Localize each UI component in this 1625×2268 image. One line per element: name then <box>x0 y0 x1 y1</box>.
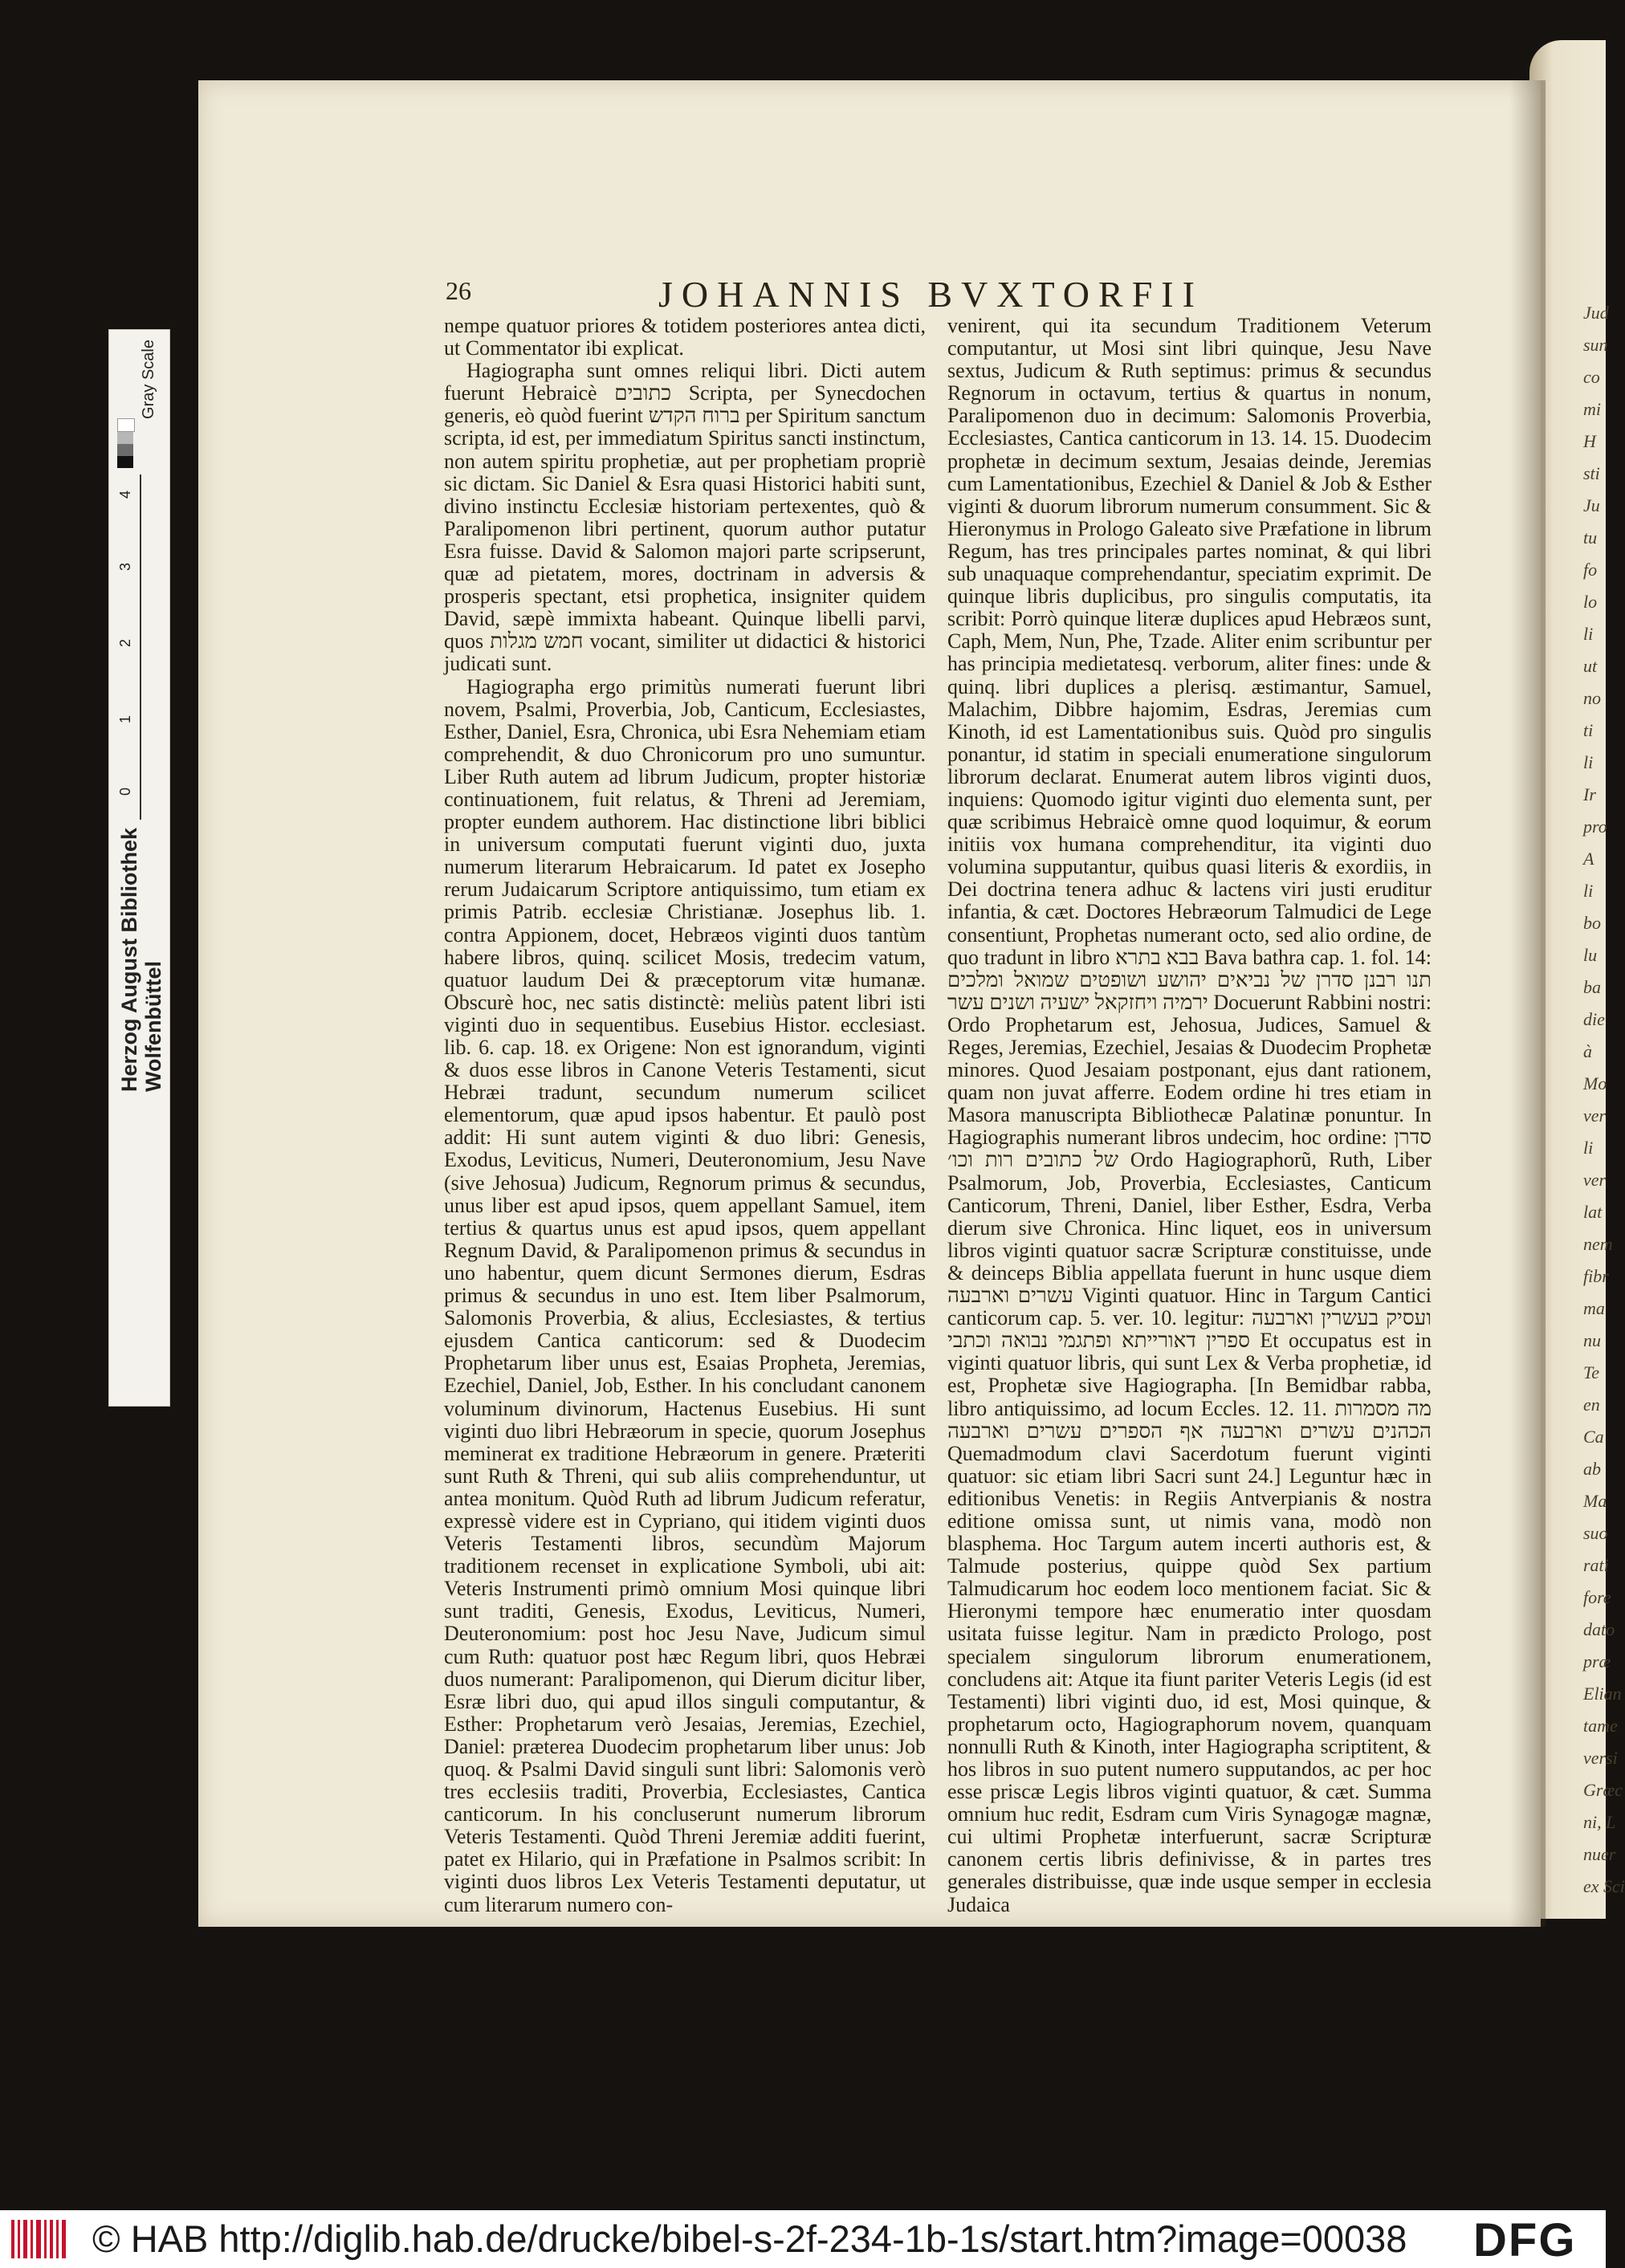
facing-page-fragment: li <box>1583 752 1594 772</box>
facing-page-fragment: Mo <box>1583 1073 1607 1093</box>
cm-ruler <box>140 474 156 820</box>
facing-page-fragment: die <box>1583 1009 1605 1029</box>
facing-page-fragment: ver <box>1583 1170 1607 1190</box>
paragraph: nempe quatuor priores & totidem posteriores antea dicti, ut Commentator ibi explicat. <box>444 314 926 360</box>
facing-page-fragment: nem <box>1583 1234 1613 1254</box>
facing-page-fragment: pro <box>1583 816 1607 837</box>
swatch-dark-gray <box>117 444 133 456</box>
facing-page-fragment: Ir <box>1583 784 1596 804</box>
facing-page-fragment: nu <box>1583 1330 1601 1350</box>
facing-page-fragment: Ju <box>1583 495 1600 515</box>
facing-page-fragment: Ma <box>1583 1491 1607 1511</box>
library-name <box>117 828 165 1092</box>
facing-page-fragment: en <box>1583 1395 1600 1415</box>
facing-page-fragment: li <box>1583 1138 1594 1158</box>
cm-mark: 2 <box>117 639 133 648</box>
facing-page-fragment: fibr <box>1583 1266 1609 1286</box>
facing-page-fragment: ni, L <box>1583 1812 1616 1832</box>
facing-page-fragment: li <box>1583 881 1594 901</box>
page-gutter-shadow <box>1509 80 1546 1927</box>
swatch-white <box>117 418 135 432</box>
library-line-1: Herzog August Bibliothek <box>117 828 141 1092</box>
facing-page-fragment: A <box>1583 849 1594 869</box>
library-line-2: Wolfenbüttel <box>141 961 165 1092</box>
gray-swatches <box>117 418 133 466</box>
facing-page-fragment: fo <box>1583 560 1598 580</box>
gray-scale-label: Gray Scale <box>140 340 157 419</box>
paragraph: Hagiographa sunt omnes reliqui libri. Dicti autem fuerunt Hebraicè כתובים Scripta, per Synecdochen generis, eò quòd fuerint ברוח הקדש per Spiritum sanctum scripta, id est, per immediatum Spiritus sancti instinctum, non autem spiritu prophetiæ, aut per prophetiam propriè sic dictam. Sic Daniel & Esra quasi Historici habiti sunt, divino instinctu Ecclesiæ historiam pertexentes, quò & Paralipomenon libri pertinent, quorum author putatur Esra fuisse. David & Salomon majori parte scripserunt, quæ ad pietatem, mores, doctrinam in adversis & prosperis spectant, etsi prophetica, insigniter quidem David, sæpè immixta habeant. Quinque libelli parvi, quos חמש מגלות vocant, similiter ut didactici & historici judicati sunt. <box>444 359 926 676</box>
cm-mark: 1 <box>117 715 133 724</box>
paragraph: venirent, qui ita secundum Traditionem Veterum computantur, ut Mosi sint libri quinque, Jesu Nave sextus, Judicum & Ruth septimus: primus & secundus Regnorum in octavum, tertius & quartus in nonum, Paralipomenon duo in decimum: Salomonis Proverbia, Ecclesiastes, Cantica canticorum in 13. 14. 15. Duodecim prophetæ in decimum sextum, Jesaias deinde, Jeremias cum Lamentationibus, Ezechiel & Daniel & Job & Esther viginti & duorum librorum numerum consumment. Sic & Hieronymus in Prologo Galeato sive Præfatione in librum Regum, has tres principales partes nominat, & qui libri sub unaquaque comprehendantur, speciatim exprimit. De quinque libris duplicibus, pro singulis computatis, ita scribit: Porrò quinque literæ duplices apud Hebræos sunt, Caph, Mem, Nun, Phe, Tzade. Aliter enim scribuntur per has principia medietatesq. verborum, aliter fines: unde & quinq. libri duplices a plerisq. æstimantur, Samuel, Malachim, Dibbre hajomim, Esdras, Jeremias cum Kinoth, id est Lamentationibus suis. Quòd pro singulis ponantur, id statim in speciali enumeratione singulorum librorum declarat. Enumerat autem libros viginti duos, inquiens: Quomodo igitur viginti duo elementa sunt, per quæ scribimus Hebraicè omne quod loquimur, & eorum initiis vox humana comprehenditur, ita viginti duo volumina supputantur, quibus quasi literis & exordiis, in Dei doctrina tenera adhuc & lactens viri justi eruditur infantia, & cæt. Doctores Hebræorum Talmudici de Lege consentiunt, Prophetas numerant octo, sed alio ordine, de quo tradunt in libro בבא בתרא Bava bathra cap. 1. fol. 14: תנו רבנן סדרן של נביאים יהושע ושופטים שמואל ומלכים ירמיה ויחזקאל ישעיה ושנים עשר Docuerunt Rabbini nostri: Ordo Prophetarum est, Jehosua, Judices, Samuel & Reges, Jeremias, Ezechiel, Jesaias & Duodecim Prophetæ minores. Quod Jesaiam postponant, ejus dant rationem, quam non juvat afferre. Eodem ordine hi tres etiam in Masora manuscripta Bibliothecæ Palatinæ ponuntur. In Hagiographis numerant libros undecim, hoc ordine: סדרן של כתובים רות וכו׳ Ordo Hagiographorũ, Ruth, Liber Psalmorum, Job, Proverbia, Ecclesiastes, Canticum Canticorum, Threni, Daniel, liber Esther, Esdra, Verba dierum sive Chronica. Hinc liquet, eos in universum libros viginti quatuor sacræ Scripturæ constituisse, unde & deinceps Biblia appellata fuerunt in hunc usque diem עשרים וארבעה Viginti quatuor. Hinc in Targum Cantici canticorum cap. 5. ver. 10. legitur: ועסיק בעשרין וארבעה ספרין דאורייתא ופתגמי נבואה וכתבי Et occupatus est in viginti quatuor libris, qui sunt Lex & Verba prophetiæ, id est, Prophetæ sive Hagiographa. [In Bemidbar rabba, libro antiquissimo, ad locum Eccles. 12. 11. מה מסמרות הכהנים עשרים וארבעה אף הספרים עשרים וארבעה Quemadmodum clavi Sacerdotum fuerunt viginti quatuor: sic etiam libri Sacri sunt 24.] Leguntur hæc in editionibus Venetis: in Regiis Antverpianis & nostra editione omissa sunt, ut nimis vana, modò non blasphema. Hoc Targum autem incerti authoris est, & Talmude posterius, quippe quòd Sex partium Talmudicarum hoc eodem loco mentionem faciat. Sic & Hieronymi tempore hæc enumeratio inter quosdam usitata fuisse legitur. Nam in prædicto Prologo, post specialem singulorum librorum enumerationem, concludens ait: Atque ita fiunt pariter Veteris Legis (id est Testamenti) libri viginti duo, id est, Mosi quinque, & prophetarum octo, Hagiographorum novem, quanquam nonnulli Ruth & Kinoth, inter Hagiographa scriptitent, & hos libros in suo putent numero supputandos, ac per hoc esse priscæ Legis libros viginti quatuor, & cæt. Summa omnium huc redit, Esdram cum Viris Synagogæ magnæ, cui ultimi Prophetæ interfuerunt, sacræ Scripturæ canonem certis libris definivisse, & in partes tres generales distribuisse, quæ inde usque semper in ecclesia Judaica <box>947 314 1432 1916</box>
facing-page-fragment: à <box>1583 1041 1592 1061</box>
text-column-right <box>947 315 1432 1969</box>
text-column-left <box>444 315 926 1969</box>
swatch-light-gray <box>117 432 133 444</box>
facing-page-fragment: co <box>1583 367 1600 387</box>
facing-page-fragment: dato <box>1583 1619 1615 1639</box>
facing-page-fragment: li <box>1583 624 1594 644</box>
facing-page-fragment: mi <box>1583 399 1601 419</box>
cm-mark: 4 <box>117 491 133 499</box>
cm-mark: 3 <box>117 563 133 572</box>
facing-page-fragment: lu <box>1583 945 1598 965</box>
facing-page-fragment: ut <box>1583 656 1598 676</box>
facing-page-fragment: tu <box>1583 527 1598 548</box>
cm-mark: 0 <box>117 788 133 796</box>
facing-page-fragment: Te <box>1583 1362 1599 1382</box>
facing-page-fragment: nuer <box>1583 1844 1616 1864</box>
facing-page-fragment: versi <box>1583 1748 1618 1768</box>
swatch-black <box>117 456 133 468</box>
color-target-card <box>108 329 170 1407</box>
facing-page-fragment: ex Sci <box>1583 1876 1625 1896</box>
paragraph: Hagiographa ergo primitùs numerati fuerunt libri novem, Psalmi, Proverbia, Job, Canticum, Ecclesiastes, Esther, Daniel, Esra, Chronica, ubi Esra Nehemiam etiam comprehendit, & duo Chronicorum pro uno sumuntur. Liber Ruth autem ad librum Judicum, propter historiæ continuationem, fuit relatus, & Threni ad Jeremiam, propter eundem authorem. Hac distinctione libri biblici in universum computati fuerunt viginti duo, juxta numerum literarum Hebraicarum. Id patet ex Josepho rerum Judaicarum Scriptore antiquissimo, tum etiam ex primis Patrib. ecclesiæ Christianæ. Josephus lib. 1. contra Appionem, docet, Hebræos viginti duos tantùm habere libros, quinq. scilicet Mosis, tredecim vatum, quatuor laudum Dei & præceptorum vitæ humanæ. Obscurè hoc, nec satis distinctè: meliùs patent libri isti viginti duo in sequentibus. Eusebius Histor. ecclesiast. lib. 6. cap. 18. ex Origene: Non est ignorandum, viginti & duos esse libros in Canone Veteris Testamenti, sicut Hebræi tradunt, secundum numerum scilicet elementorum, quæ apud ipsos habentur. Et paulò post addit: Hi sunt autem viginti & duo libri: Genesis, Exodus, Leviticus, Numeri, Deuteronomium, Jesu Nave (sive Jehosua) Judicum, Regnorum primus & secundus, unus liber est apud ipsos, quem appellant Samuel, item tertius & quartus unus est apud ipsos, quem appellant Regnum David, & Paralipomenon primus & secundus in uno habentur, quem dicunt Sermones dierum, Esdras primus & secundus in uno est. Item liber Psalmorum, Salomonis Proverbia, & alius, Ecclesiastes, & tertius ejusdem Cantica canticorum: sed & Duodecim Prophetarum liber unus est, Esaias Propheta, Jeremias, Ezechiel, Daniel, Job, Esther. In his concludant canonem voluminum divinorum, Hactenus Eusebius. Hi sunt viginti duo libri Hebræorum in specie, quorum Josephus meminerat ex traditione Hebræorum in genere. Præteriti sunt Ruth & Threni, qui sub aliis comprehenduntur, ut antea monitum. Quòd Ruth ad librum Judicum referatur, expressè videre est in Cypriano, qui itidem viginti duos Veteris Testamenti libros, secundùm Majorum traditionem recenset in explicatione Symboli, ubi ait: Veteris Instrumenti primò omnium Mosi quinque libri sunt traditi, Genesis, Exodus, Leviticus, Numeri, Deuteronomium: post hoc Jesu Nave, Judicum simul cum Ruth: quatuor post hæc Regum libri, quos Hebræi duos numerant: Paralipomenon, qui Dierum dicitur liber, Esræ libri duo, qui apud illos singuli computantur, & Esther: Prophetarum verò Jesaias, Jeremias, Ezechiel, Daniel: præterea Duodecim prophetarum liber unus: Job quoq. & Psalmi David singuli sunt libri: Salomonis verò tres ecclesiis traditi, Proverbia, Ecclesiastes, Cantica canticorum. In his concluserunt numerum librorum Veteris Testamenti. Quòd Threni Jeremiæ additi fuerint, patet ex Hilario, qui in Præfatione in Psalmos scribit: In viginti duos libros Lex Veteris Testamenti deputatur, ut cum literarum numero con- <box>444 674 926 1916</box>
facing-page-fragment: ti <box>1583 720 1594 740</box>
facing-page-fragment: suo <box>1583 1523 1608 1543</box>
dfg-logo: DFG <box>1473 2214 1577 2266</box>
running-head: JOHANNIS BVXTORFII <box>658 274 1203 315</box>
copyright-url: © HAB http://diglib.hab.de/drucke/bibel-s-2f-234-1b-1s/start.htm?image=00038 <box>92 2217 1407 2260</box>
facing-page-fragment: ver <box>1583 1105 1607 1126</box>
facing-page-fragment: tame <box>1583 1716 1618 1736</box>
facing-page-fragment: sun <box>1583 335 1608 355</box>
facing-page-fragment: Ca <box>1583 1427 1604 1447</box>
facing-page-fragment: lat <box>1583 1202 1603 1222</box>
facing-page-fragment: Græc <box>1583 1780 1623 1800</box>
facing-page-fragment: bo <box>1583 913 1601 933</box>
facing-page-fragment: H <box>1583 431 1596 451</box>
facing-page-fragment: sti <box>1583 463 1600 483</box>
facing-page-fragment: Elian <box>1583 1684 1622 1704</box>
footer-bar <box>0 2210 1606 2268</box>
facing-page-fragment: ma <box>1583 1298 1605 1318</box>
facing-page-fragment: fore <box>1583 1587 1611 1607</box>
facing-page-fragment: Jud <box>1583 303 1609 323</box>
page-number: 26 <box>446 276 471 305</box>
facing-page-fragment: rati <box>1583 1555 1609 1575</box>
facing-page-edge-text <box>1583 297 1625 1903</box>
facing-page-fragment: ab <box>1583 1459 1601 1479</box>
facing-page-fragment: no <box>1583 688 1601 708</box>
facing-page-fragment: lo <box>1583 592 1598 612</box>
facing-page-fragment: præ <box>1583 1651 1611 1671</box>
hab-barcode-logo-icon <box>10 2217 67 2262</box>
facing-page-fragment: ba <box>1583 977 1601 997</box>
